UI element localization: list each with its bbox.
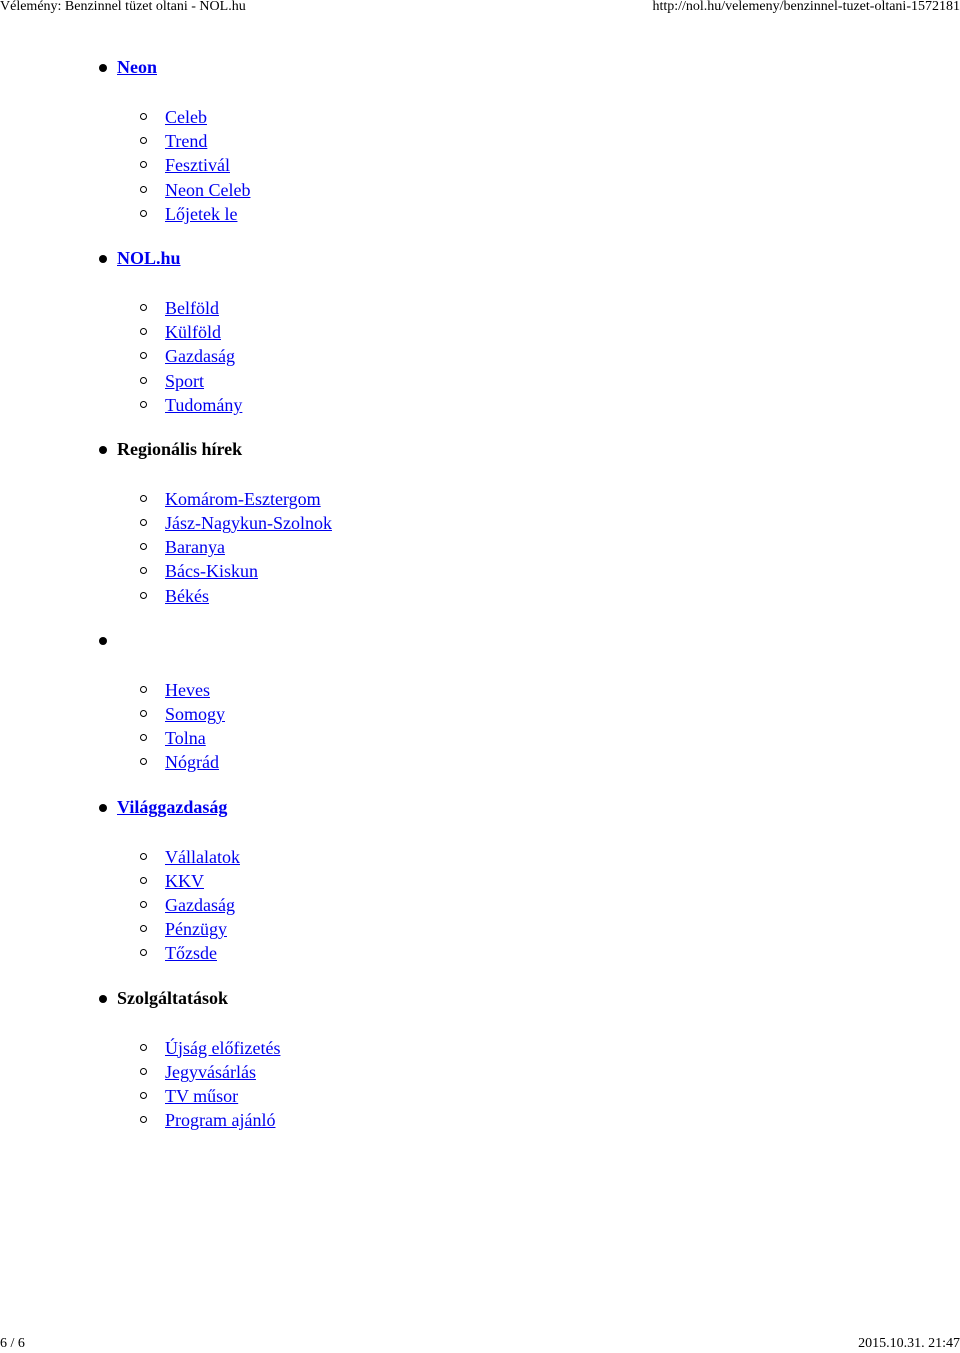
submenu-item <box>117 129 332 153</box>
submenu <box>117 296 332 417</box>
submenu-item <box>117 869 332 893</box>
submenu-item <box>117 296 332 320</box>
menu-section-regional-more <box>0 628 332 775</box>
submenu-link[interactable]: Pénzügy <box>165 919 227 940</box>
page-title: Vélemény: Benzinnel tüzet oltani - NOL.hu <box>0 0 246 14</box>
print-header <box>0 0 960 16</box>
submenu-link[interactable]: TV műsor <box>165 1085 239 1106</box>
submenu-link[interactable]: Nógrád <box>165 752 219 773</box>
submenu-link[interactable]: KKV <box>165 870 204 891</box>
submenu-item <box>117 178 332 202</box>
menu-section-title[interactable]: Neon <box>117 57 157 77</box>
menu-section-services <box>0 986 332 1133</box>
page-number: 6 / 6 <box>0 1336 25 1351</box>
menu-section-neon <box>0 55 332 226</box>
menu-section-title[interactable]: Világgazdaság <box>117 796 228 817</box>
submenu-item <box>117 202 332 226</box>
submenu-link[interactable]: Bács-Kiskun <box>165 561 258 582</box>
submenu-link[interactable]: Neon Celeb <box>165 179 251 200</box>
submenu-item <box>117 153 332 177</box>
submenu-item <box>117 511 332 535</box>
submenu-link[interactable]: Sport <box>165 370 205 391</box>
menu-section-title[interactable]: NOL.hu <box>117 247 181 268</box>
submenu-item <box>117 105 332 129</box>
submenu-link[interactable]: Belföld <box>165 297 219 318</box>
submenu-link[interactable]: Celeb <box>165 107 207 127</box>
submenu-item <box>117 559 332 583</box>
submenu <box>117 678 332 775</box>
submenu-item <box>117 1084 332 1108</box>
submenu-item <box>117 845 332 869</box>
submenu-link[interactable]: Gazdaság <box>165 894 235 915</box>
submenu-item <box>117 1108 332 1132</box>
submenu-link[interactable]: Fesztivál <box>165 155 230 176</box>
menu-section-nolhu <box>0 246 332 417</box>
submenu-item <box>117 917 332 941</box>
submenu-link[interactable]: Külföld <box>165 322 221 343</box>
submenu-link[interactable]: Somogy <box>165 704 226 724</box>
submenu-link[interactable]: Program ajánló <box>165 1110 276 1131</box>
submenu-link[interactable]: Gazdaság <box>165 346 235 367</box>
submenu-item <box>117 893 332 917</box>
submenu-link[interactable]: Baranya <box>165 537 225 558</box>
menu-section-title: Regionális hírek <box>117 438 243 459</box>
submenu <box>117 487 332 608</box>
submenu-link[interactable]: Tőzsde <box>165 943 217 964</box>
submenu-link[interactable]: Tudomány <box>165 394 243 415</box>
submenu-item <box>117 535 332 559</box>
menu-section-regional <box>0 437 332 608</box>
menu-section-title: Szolgáltatások <box>117 987 229 1008</box>
submenu <box>117 845 332 966</box>
submenu-link[interactable]: Jász-Nagykun-Szolnok <box>165 513 332 534</box>
submenu-item <box>117 941 332 965</box>
submenu <box>117 105 332 226</box>
submenu <box>117 1036 332 1133</box>
submenu-item <box>117 1060 332 1084</box>
menu-section-vilaggazdasag <box>0 795 332 966</box>
submenu-item <box>117 320 332 344</box>
page-url: http://nol.hu/velemeny/benzinnel-tuzet-oltani-1572181 <box>652 0 960 14</box>
submenu-link[interactable]: Komárom-Esztergom <box>165 488 321 509</box>
submenu-item <box>117 678 332 702</box>
submenu-item <box>117 702 332 726</box>
submenu-link[interactable]: Jegyvásárlás <box>165 1061 256 1082</box>
site-menu <box>0 55 332 1152</box>
print-datetime: 2015.10.31. 21:47 <box>858 1336 960 1351</box>
menu-section-title <box>117 628 332 652</box>
submenu-item <box>117 584 332 608</box>
submenu-link[interactable]: Újság előfizetés <box>165 1037 281 1058</box>
print-footer <box>0 1337 960 1353</box>
submenu-item <box>117 726 332 750</box>
submenu-link[interactable]: Békés <box>165 585 209 606</box>
submenu-item <box>117 393 332 417</box>
submenu-link[interactable]: Heves <box>165 679 210 700</box>
submenu-link[interactable]: Trend <box>165 131 208 152</box>
submenu-item <box>117 369 332 393</box>
submenu-item <box>117 750 332 774</box>
submenu-link[interactable]: Tolna <box>165 728 206 749</box>
submenu-item <box>117 487 332 511</box>
submenu-link[interactable]: Lőjetek le <box>165 203 238 224</box>
submenu-item <box>117 1036 332 1060</box>
submenu-link[interactable]: Vállalatok <box>165 846 240 867</box>
submenu-item <box>117 344 332 368</box>
